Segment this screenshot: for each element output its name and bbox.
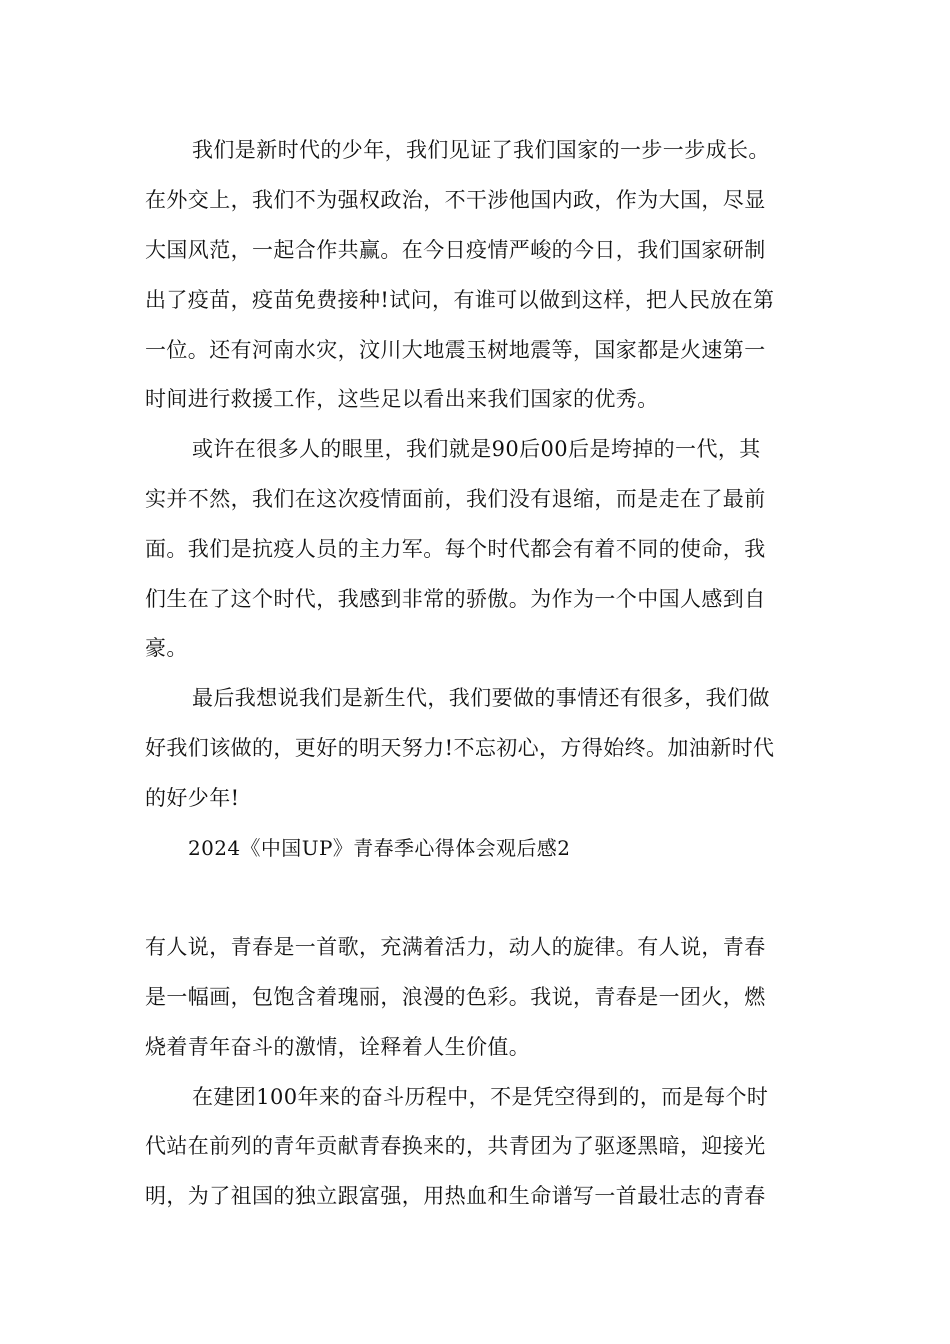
paragraph-1-line-5: 一位。还有河南水灾，汶川大地震玉树地震等，国家都是火速第一	[145, 338, 766, 362]
paragraph-1-line-2: 在外交上，我们不为强权政治，不干涉他国内政，作为大国，尽显	[145, 188, 766, 212]
paragraph-2-line-4: 们生在了这个时代，我感到非常的骄傲。为作为一个中国人感到自	[145, 587, 766, 611]
paragraph-2-line-1: 或许在很多人的眼里，我们就是90后00后是垮掉的一代，其	[192, 437, 761, 461]
paragraph-2-line-5: 豪。	[145, 636, 188, 660]
paragraph-4-line-3: 烧着青年奋斗的激情，诠释着人生价值。	[145, 1035, 531, 1059]
paragraph-1-line-3: 大国风范，一起合作共赢。在今日疫情严峻的今日，我们国家研制	[145, 238, 766, 262]
paragraph-3-line-2: 好我们该做的，更好的明天努力!不忘初心，方得始终。加油新时代	[145, 736, 775, 760]
paragraph-2-line-2: 实并不然，我们在这次疫情面前，我们没有退缩，而是走在了最前	[145, 487, 766, 511]
paragraph-1-line-6: 时间进行救援工作，这些足以看出来我们国家的优秀。	[145, 387, 659, 411]
paragraph-1-line-1: 我们是新时代的少年，我们见证了我们国家的一步一步成长。	[192, 138, 770, 162]
paragraph-5-line-1: 在建团100年来的奋斗历程中，不是凭空得到的，而是每个时	[192, 1085, 769, 1109]
paragraph-4-line-2: 是一幅画，包饱含着瑰丽，浪漫的色彩。我说，青春是一团火，燃	[145, 985, 766, 1009]
paragraph-3-line-1: 最后我想说我们是新生代，我们要做的事情还有很多，我们做	[192, 686, 770, 710]
paragraph-2-line-3: 面。我们是抗疫人员的主力军。每个时代都会有着不同的使命，我	[145, 537, 766, 561]
paragraph-5-line-2: 代站在前列的青年贡献青春换来的，共青团为了驱逐黑暗，迎接光	[145, 1134, 766, 1158]
paragraph-3-line-3: 的好少年!	[145, 786, 240, 810]
paragraph-4-line-1: 有人说，青春是一首歌，充满着活力，动人的旋律。有人说，青春	[145, 935, 766, 959]
paragraph-5-line-3: 明，为了祖国的独立跟富强，用热血和生命谱写一首最壮志的青春	[145, 1184, 766, 1208]
paragraph-1-line-4: 出了疫苗，疫苗免费接种!试问，有谁可以做到这样，把人民放在第	[145, 288, 775, 312]
section-heading: 2024《中国UP》青春季心得体会观后感2	[188, 836, 571, 860]
